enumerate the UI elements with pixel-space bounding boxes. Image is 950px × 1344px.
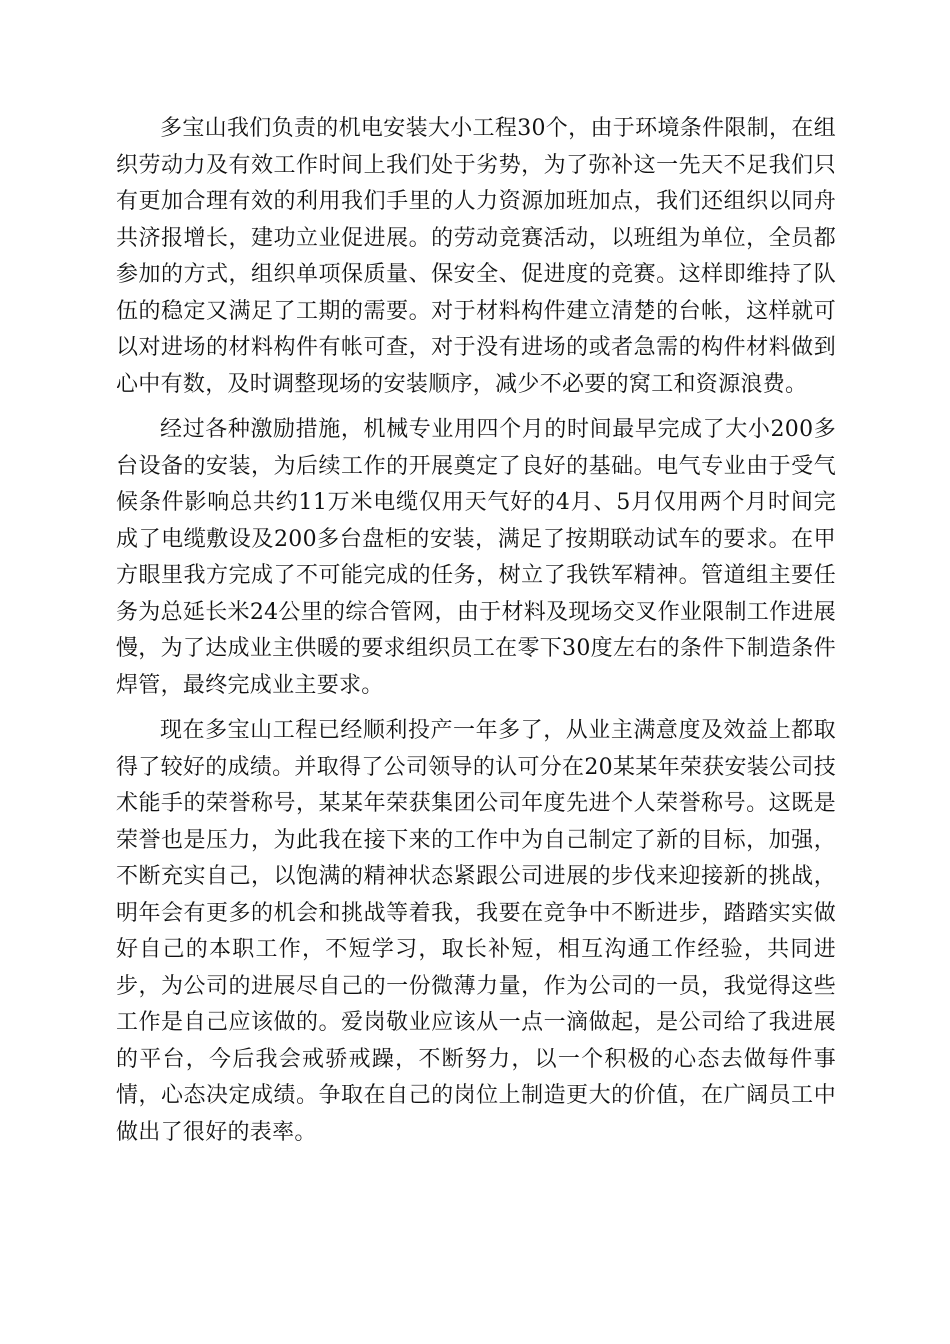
paragraph-2: 经过各种激励措施，机械专业用四个月的时间最早完成了大小200多台设备的安装，为后续工作的开展奠定了良好的基础。电气专业由于受气候条件影响总共约11万米电缆仅用天气好的4月、5月仅用两个月时间完成了电缆敷设及200多台盘柜的安装，满足了按期联动试车的要求。在甲方眼里我方完成了不可能完成的任务，树立了我铁军精神。管道组主要任务为总延长米24公里的综合管网，由于材料及现场交叉作业限制工作进展慢，为了达成业主供暖的要求组织员工在零下30度左右的条件下制造条件焊管，最终完成业主要求。 [116,417,836,698]
paragraph-3: 现在多宝山工程已经顺利投产一年多了，从业主满意度及效益上都取得了较好的成绩。并取得了公司领导的认可分在20某某年荣获安装公司技术能手的荣誉称号，某某年荣获集团公司年度先进个人荣誉称号。这既是荣誉也是压力，为此我在接下来的工作中为自己制定了新的目标，加强，不断充实自己，以饱满的精神状态紧跟公司进展的步伐来迎接新的挑战，明年会有更多的机会和挑战等着我，我要在竞争中不断进步，踏踏实实做好自己的本职工作，不短学习，取长补短，相互沟通工作经验，共同进步，为公司的进展尽自己的一份微薄力量，作为公司的一员，我觉得这些工作是自己应该做的。爱岗敬业应该从一点一滴做起，是公司给了我进展的平台，今后我会戒骄戒躁，不断努力，以一个积极的心态去做每件事情，心态决定成绩。争取在自己的岗位上制造更大的价值，在广阔员工中做出了很好的表率。 [116,718,836,1145]
paragraph-1: 多宝山我们负责的机电安装大小工程30个，由于环境条件限制，在组织劳动力及有效工作时间上我们处于劣势，为了弥补这一先天不足我们只有更加合理有效的利用我们手里的人力资源加班加点，我们还组织以同舟共济报增长，建功立业促进展。的劳动竞赛活动，以班组为单位，全员都参加的方式，组织单项保质量、保安全、促进度的竞赛。这样即维持了队伍的稳定又满足了工期的需要。对于材料构件建立清楚的台帐，这样就可以对进场的材料构件有帐可查，对于没有进场的或者急需的构件材料做到心中有数，及时调整现场的安装顺序，减少不必要的窝工和资源浪费。 [116,116,836,397]
document-body [116,111,836,1151]
